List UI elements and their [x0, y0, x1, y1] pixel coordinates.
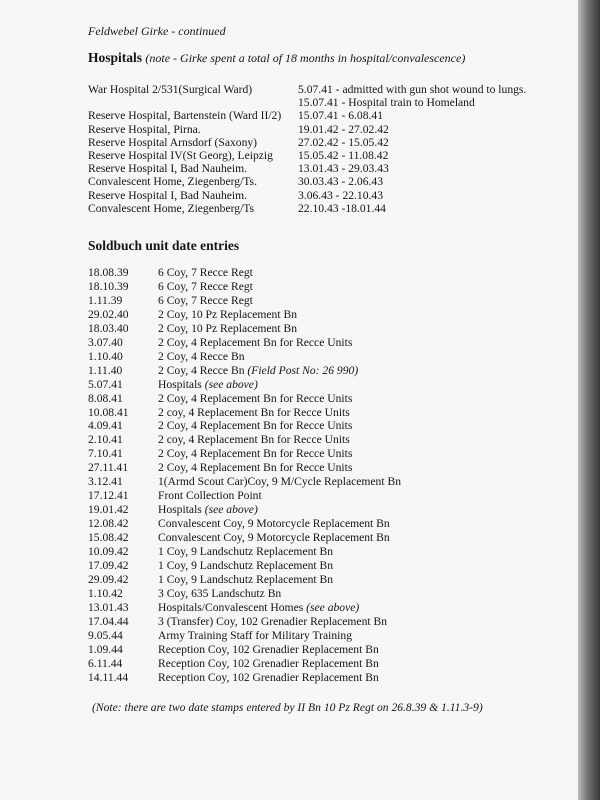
soldbuch-heading	[88, 238, 239, 254]
soldbuch-date: 14.11.44	[88, 670, 129, 684]
hospital-name: Reserve Hospital Arnsdorf (Saxony)	[88, 135, 258, 149]
soldbuch-date: 27.11.41	[88, 461, 129, 475]
soldbuch-unit	[158, 266, 253, 280]
soldbuch-row	[88, 545, 548, 559]
soldbuch-unit-text: 3 (Transfer) Coy, 102 Grenadier Replacement Bn	[158, 614, 388, 628]
soldbuch-row	[88, 364, 548, 378]
hospital-dates: 13.01.43 - 29.03.43	[298, 162, 389, 176]
soldbuch-date: 18.08.39	[88, 266, 129, 279]
hospitals-heading	[88, 50, 465, 66]
soldbuch-unit	[158, 475, 401, 489]
soldbuch-row	[88, 280, 548, 294]
soldbuch-unit-text: Reception Coy, 102 Grenadier Replacement Bn	[158, 642, 379, 656]
soldbuch-unit-text: Hospitals/Convalescent Homes	[158, 600, 307, 614]
soldbuch-unit	[158, 433, 350, 447]
hospital-row	[88, 189, 548, 203]
soldbuch-date: 19.01.42	[88, 503, 129, 517]
hospital-name: Reserve Hospital I, Bad Nauheim.	[88, 188, 248, 202]
soldbuch-unit-text: 2 Coy, 4 Replacement Bn for Recce Units	[158, 335, 353, 349]
soldbuch-unit-text: 2 Coy, 10 Pz Replacement Bn	[158, 307, 297, 321]
soldbuch-date: 13.01.43	[88, 600, 129, 614]
hospital-dates: 27.02.42 - 15.05.42	[298, 135, 389, 149]
soldbuch-row	[88, 266, 548, 280]
soldbuch-unit	[158, 378, 258, 392]
soldbuch-date: 6.11.44	[88, 656, 123, 670]
soldbuch-row	[88, 475, 548, 489]
soldbuch-unit-text: Army Training Staff for Military Training	[158, 628, 352, 642]
soldbuch-unit-text: 1 Coy, 9 Landschutz Replacement Bn	[158, 545, 334, 558]
soldbuch-unit	[158, 461, 352, 475]
soldbuch-unit	[158, 657, 379, 671]
hospital-row	[88, 83, 548, 97]
soldbuch-unit	[158, 308, 297, 322]
soldbuch-date: 2.10.41	[88, 433, 123, 447]
hospital-name: War Hospital 2/531(Surgical Ward)	[88, 83, 253, 96]
hospitals-title: Hospitals	[88, 50, 143, 65]
soldbuch-unit	[158, 406, 350, 420]
soldbuch-unit	[158, 294, 253, 308]
hospital-name: Reserve Hospital IV(St Georg), Leipzig	[88, 149, 273, 162]
soldbuch-date: 1.11.39	[88, 293, 123, 307]
soldbuch-unit-text: 2 Coy, 4 Replacement Bn for Recce Units	[158, 391, 353, 405]
soldbuch-unit	[158, 280, 253, 294]
soldbuch-unit-text: 6 Coy, 7 Recce Regt	[158, 279, 253, 293]
soldbuch-unit	[158, 545, 333, 559]
soldbuch-unit-text: Front Collection Point	[158, 489, 262, 503]
hospital-row	[88, 202, 548, 216]
soldbuch-date: 17.12.41	[88, 489, 129, 503]
soldbuch-unit-text: 2 Coy, 4 Recce Bn	[158, 349, 245, 363]
soldbuch-row	[88, 294, 548, 308]
soldbuch-unit	[158, 350, 245, 364]
soldbuch-row	[88, 573, 548, 587]
soldbuch-unit-text: Convalescent Coy, 9 Motorcycle Replacement Bn	[158, 531, 390, 545]
soldbuch-unit	[158, 531, 390, 545]
soldbuch-row	[88, 643, 548, 657]
soldbuch-row	[88, 615, 548, 629]
soldbuch-date: 7.10.41	[88, 447, 123, 461]
hospital-row	[88, 96, 548, 110]
soldbuch-date: 10.09.42	[88, 545, 129, 558]
soldbuch-row	[88, 433, 548, 447]
hospital-dates: 22.10.43 -18.01.44	[298, 201, 386, 215]
footer-note: (Note: there are two date stamps entered by II Bn 10 Pz Regt on 26.8.39 & 1.11.3-9)	[92, 701, 483, 714]
soldbuch-date: 4.09.41	[88, 419, 123, 433]
soldbuch-unit-text: 2 Coy, 4 Replacement Bn for Recce Units	[158, 461, 353, 475]
soldbuch-unit-text: 2 Coy, 10 Pz Replacement Bn	[158, 321, 297, 335]
soldbuch-unit-text: 2 coy, 4 Replacement Bn for Recce Units	[158, 405, 350, 419]
soldbuch-unit-text: Reception Coy, 102 Grenadier Replacement Bn	[158, 670, 379, 684]
soldbuch-row	[88, 308, 548, 322]
hospital-row	[88, 149, 548, 163]
soldbuch-row	[88, 531, 548, 545]
soldbuch-date: 29.02.40	[88, 307, 129, 321]
soldbuch-unit-text: 1(Armd Scout Car)Coy, 9 M/Cycle Replacement Bn	[158, 475, 401, 489]
hospital-row	[88, 109, 548, 123]
hospital-name: Convalescent Home, Ziegenberg/Ts.	[88, 175, 257, 189]
soldbuch-unit-text: Hospitals	[158, 503, 205, 517]
soldbuch-date: 5.07.41	[88, 377, 123, 391]
hospital-name: Reserve Hospital, Pirna.	[88, 122, 201, 136]
soldbuch-unit	[158, 629, 352, 643]
soldbuch-unit-text: 2 Coy, 4 Recce Bn	[158, 363, 248, 377]
soldbuch-unit	[158, 364, 358, 378]
soldbuch-unit	[158, 601, 359, 615]
soldbuch-date: 15.08.42	[88, 531, 129, 545]
soldbuch-row	[88, 350, 548, 364]
soldbuch-unit-text: 1 Coy, 9 Landschutz Replacement Bn	[158, 558, 334, 572]
soldbuch-unit	[158, 559, 333, 573]
soldbuch-unit	[158, 671, 379, 685]
soldbuch-unit	[158, 447, 352, 461]
soldbuch-date: 18.03.40	[88, 321, 129, 335]
soldbuch-unit-text: 2 Coy, 4 Replacement Bn for Recce Units	[158, 419, 353, 433]
soldbuch-unit	[158, 419, 352, 433]
hospital-dates: 15.07.41 - 6.08.41	[298, 109, 384, 123]
soldbuch-unit	[158, 517, 390, 531]
soldbuch-row	[88, 559, 548, 573]
soldbuch-unit-text: 2 coy, 4 Replacement Bn for Recce Units	[158, 433, 350, 447]
soldbuch-row	[88, 489, 548, 503]
soldbuch-date: 17.04.44	[88, 614, 129, 628]
hospital-row	[88, 162, 548, 176]
soldbuch-unit	[158, 336, 352, 350]
hospital-dates: 3.06.43 - 22.10.43	[298, 188, 384, 202]
soldbuch-row	[88, 671, 548, 685]
soldbuch-unit	[158, 573, 333, 587]
soldbuch-unit-text: 1 Coy, 9 Landschutz Replacement Bn	[158, 572, 334, 586]
hospital-name: Reserve Hospital I, Bad Nauheim.	[88, 162, 248, 176]
soldbuch-unit-note: (Field Post No: 26 990)	[247, 363, 359, 377]
hospital-row	[88, 136, 548, 150]
soldbuch-row	[88, 322, 548, 336]
soldbuch-date: 17.09.42	[88, 558, 129, 572]
hospital-name: Reserve Hospital, Bartenstein (Ward II/2)	[88, 109, 282, 123]
hospital-dates: 5.07.41 - admitted with gun shot wound to lungs.	[298, 83, 527, 96]
page-header: Feldwebel Girke - continued	[88, 24, 226, 38]
soldbuch-unit-text: 3 Coy, 635 Landschutz Bn	[158, 586, 282, 600]
soldbuch-unit	[158, 643, 379, 657]
soldbuch-date: 1.10.42	[88, 586, 123, 600]
soldbuch-row	[88, 629, 548, 643]
page-edge-shadow	[578, 0, 600, 800]
hospitals-note: (note - Girke spent a total of 18 months in hospital/convalescence)	[145, 51, 466, 65]
soldbuch-row	[88, 461, 548, 475]
soldbuch-unit-note: (see above)	[204, 503, 258, 517]
soldbuch-title: Soldbuch unit date entries	[88, 238, 240, 253]
soldbuch-unit-text: 6 Coy, 7 Recce Regt	[158, 266, 253, 279]
soldbuch-row	[88, 392, 548, 406]
soldbuch-row	[88, 336, 548, 350]
soldbuch-row	[88, 503, 548, 517]
soldbuch-row	[88, 601, 548, 615]
soldbuch-date: 3.12.41	[88, 475, 123, 489]
soldbuch-date: 1.10.40	[88, 349, 123, 363]
soldbuch-unit	[158, 587, 281, 601]
soldbuch-unit	[158, 392, 352, 406]
soldbuch-row	[88, 657, 548, 671]
soldbuch-row	[88, 378, 548, 392]
soldbuch-row	[88, 447, 548, 461]
hospital-dates: 30.03.43 - 2.06.43	[298, 175, 384, 189]
soldbuch-unit-text: Hospitals	[158, 377, 205, 391]
hospital-dates: 15.07.41 - Hospital train to Homeland	[298, 96, 475, 110]
soldbuch-date: 1.11.40	[88, 363, 123, 377]
soldbuch-unit	[158, 322, 297, 336]
soldbuch-unit	[158, 503, 258, 517]
soldbuch-date: 10.08.41	[88, 405, 129, 419]
soldbuch-unit-text: 2 Coy, 4 Replacement Bn for Recce Units	[158, 447, 353, 461]
soldbuch-row	[88, 419, 548, 433]
soldbuch-unit-text: Reception Coy, 102 Grenadier Replacement Bn	[158, 656, 379, 670]
soldbuch-unit-text: Convalescent Coy, 9 Motorcycle Replacement Bn	[158, 517, 390, 531]
hospital-dates: 15.05.42 - 11.08.42	[298, 149, 389, 162]
soldbuch-date: 8.08.41	[88, 391, 123, 405]
soldbuch-unit-text: 6 Coy, 7 Recce Regt	[158, 293, 253, 307]
soldbuch-unit-note: (see above)	[204, 377, 258, 391]
soldbuch-unit	[158, 489, 262, 503]
hospital-row	[88, 123, 548, 137]
soldbuch-date: 12.08.42	[88, 517, 129, 531]
soldbuch-row	[88, 406, 548, 420]
soldbuch-unit-note: (see above)	[306, 600, 360, 614]
soldbuch-date: 18.10.39	[88, 279, 129, 293]
soldbuch-row	[88, 587, 548, 601]
soldbuch-date: 9.05.44	[88, 628, 123, 642]
soldbuch-row	[88, 517, 548, 531]
soldbuch-date: 1.09.44	[88, 642, 123, 656]
hospital-name: Convalescent Home, Ziegenberg/Ts	[88, 201, 255, 215]
hospital-row	[88, 175, 548, 189]
soldbuch-date: 29.09.42	[88, 572, 129, 586]
hospital-dates: 19.01.42 - 27.02.42	[298, 122, 389, 136]
soldbuch-unit	[158, 615, 387, 629]
soldbuch-date: 3.07.40	[88, 335, 123, 349]
